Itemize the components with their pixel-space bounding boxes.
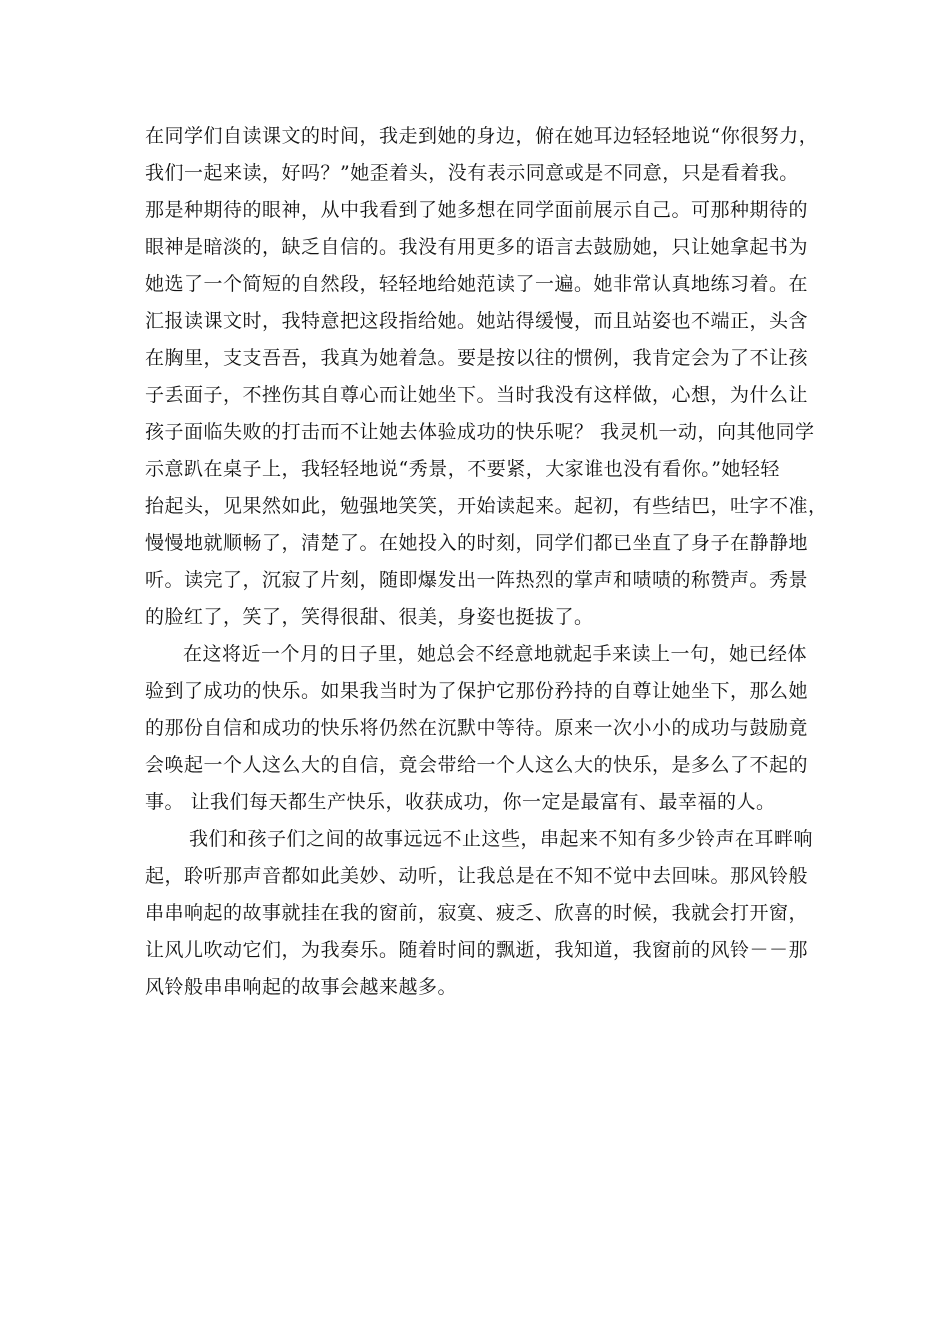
text-line: 验到了成功的快乐。如果我当时为了保护它那份矜持的自尊让她坐下，那么她 (145, 680, 809, 702)
text-line: 在这将近一个月的日子里，她总会不经意地就起手来读上一句，她已经体 (183, 643, 808, 665)
text-line: 风铃般串串响起的故事会越来越多。 (145, 976, 458, 998)
text-line: 的那份自信和成功的快乐将仍然在沉默中等待。原来一次小小的成功与鼓励竟 (145, 717, 809, 739)
text-line: 串串响起的故事就挂在我的窗前，寂寞、疲乏、欣喜的时候，我就会打开窗， (145, 902, 809, 924)
text-line: 听。读完了，沉寂了片刻，随即爆发出一阵热烈的掌声和啧啧的称赞声。秀景 (145, 569, 809, 591)
document-body (145, 118, 828, 1006)
text-line: 会唤起一个人这么大的自信，竟会带给一个人这么大的快乐，是多么了不起的 (145, 754, 809, 776)
text-line: 起，聆听那声音都如此美妙、动听，让我总是在不知不觉中去回味。那风铃般 (145, 865, 809, 887)
text-line: 让风儿吹动它们，为我奏乐。随着时间的飘逝，我知道，我窗前的风铃－－那 (145, 939, 809, 961)
text-line: 我们一起来读，好吗？”她歪着头，没有表示同意或是不同意，只是看着我。 (145, 162, 799, 184)
text-line: 事。 让我们每天都生产快乐，收获成功，你一定是最富有、最幸福的人。 (145, 791, 776, 813)
text-line: 汇报读课文时，我特意把这段指给她。她站得缓慢，而且站姿也不端正，头含 (145, 310, 809, 332)
text-line: 在同学们自读课文的时间，我走到她的身边，俯在她耳边轻轻地说“你很努力， (145, 125, 819, 147)
text-line: 慢慢地就顺畅了，清楚了。在她投入的时刻，同学们都已坐直了身子在静静地 (145, 532, 809, 554)
text-line: 的脸红了，笑了，笑得很甜、很美，身姿也挺拔了。 (145, 606, 594, 628)
text-line: 子丢面子，不挫伤其自尊心而让她坐下。当时我没有这样做，心想，为什么让 (145, 384, 809, 406)
paragraph-1 (145, 118, 828, 636)
text-line: 那是种期待的眼神，从中我看到了她多想在同学面前展示自己。可那种期待的 (145, 199, 809, 221)
text-line: 我们和孩子们之间的故事远远不止这些，串起来不知有多少铃声在耳畔响 (189, 828, 814, 850)
text-line: 在胸里，支支吾吾，我真为她着急。要是按以往的惯例，我肯定会为了不让孩 (145, 347, 809, 369)
paragraph-2 (145, 636, 825, 821)
text-line: 她选了一个简短的自然段，轻轻地给她范读了一遍。她非常认真地练习着。在 (145, 273, 809, 295)
text-line: 抬起头，见果然如此，勉强地笑笑，开始读起来。起初，有些结巴，吐字不准， (145, 495, 828, 517)
paragraph-3 (145, 821, 825, 1006)
text-line: 眼神是暗淡的，缺乏自信的。我没有用更多的语言去鼓励她，只让她拿起书为 (145, 236, 809, 258)
text-line: 孩子面临失败的打击而不让她去体验成功的快乐呢？ 我灵机一动，向其他同学 (145, 421, 815, 443)
text-line: 示意趴在桌子上，我轻轻地说“秀景，不要紧，大家谁也没有看你。”她轻轻 (145, 458, 780, 480)
